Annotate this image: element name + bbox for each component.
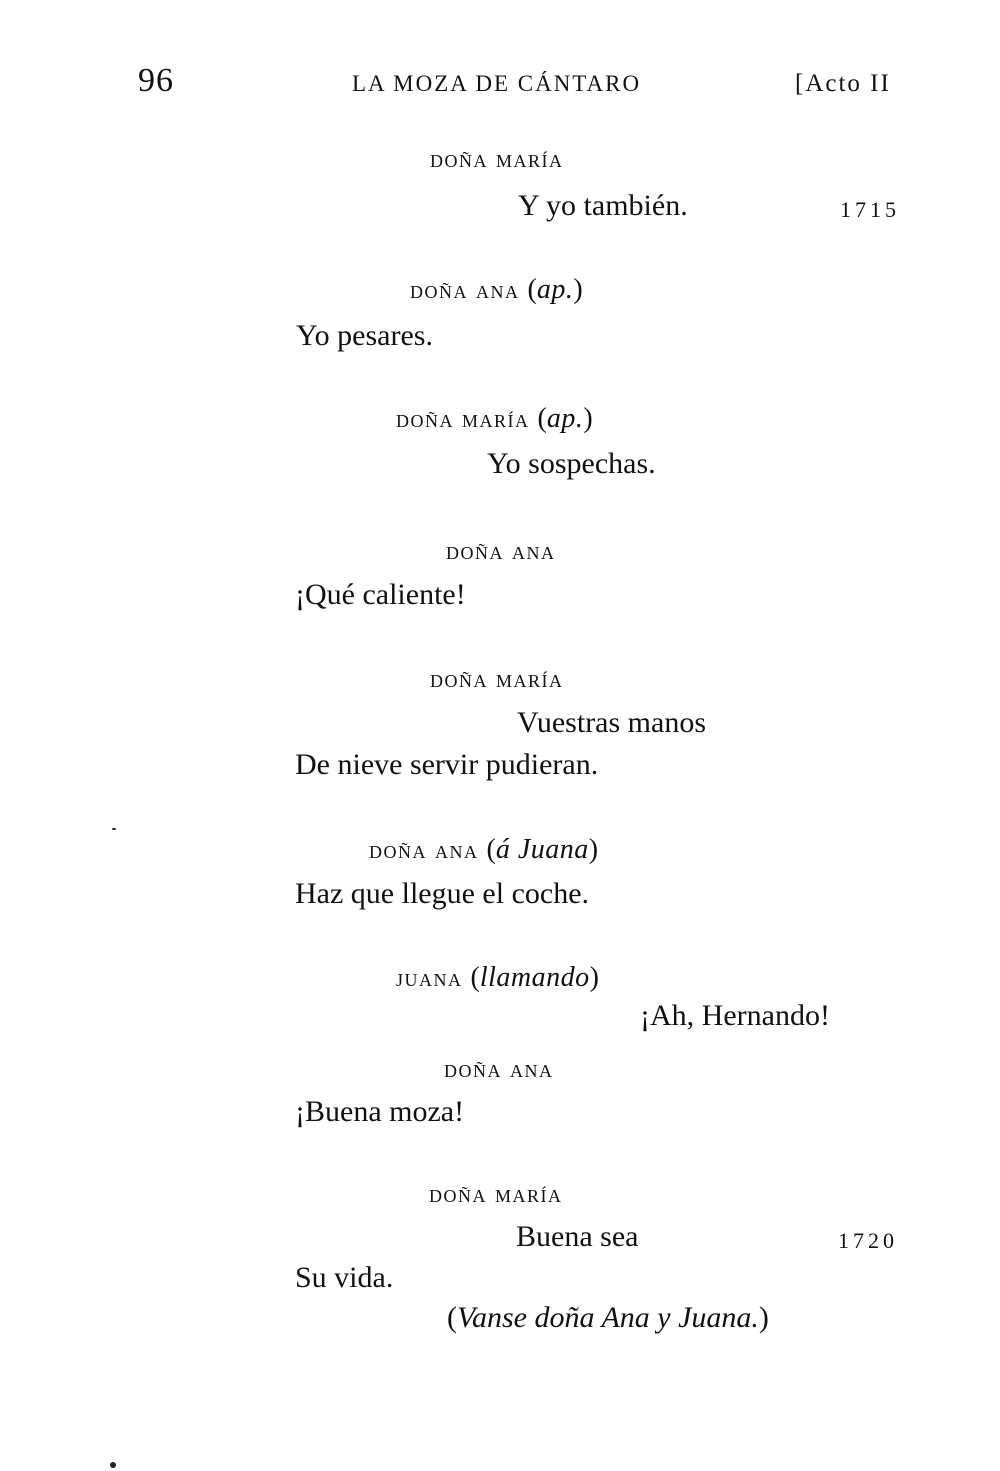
line-number: 1720 <box>838 1228 898 1253</box>
stage-aside: llamando <box>479 962 590 993</box>
running-title: LA MOZA DE CÁNTARO <box>352 71 642 96</box>
speaker-name: doña ana <box>410 275 520 304</box>
speaker-label <box>396 405 593 433</box>
verse-line: Yo sospechas. <box>487 447 656 480</box>
verse-line: ¡Qué caliente! <box>295 578 466 611</box>
speaker-name: doña maría <box>430 664 564 693</box>
verse-line: De nieve servir pudieran. <box>295 748 599 781</box>
speaker-name: doña maría <box>429 1179 563 1208</box>
page-number: 96 <box>138 62 174 99</box>
verse-line: Vuestras manos <box>517 706 706 739</box>
speaker-name: doña maría <box>430 144 564 173</box>
stage-aside: ap. <box>546 403 584 434</box>
paren-close: ) <box>589 962 599 993</box>
speaker-label <box>429 1181 563 1207</box>
paren-open: ( <box>486 834 496 865</box>
speaker-label <box>396 964 599 992</box>
stage-direction-text: Vanse doña Ana y Juana. <box>457 1301 759 1334</box>
speaker-label <box>369 836 598 864</box>
verse-line: Y yo también. <box>518 189 688 222</box>
paren-close: ) <box>588 834 599 865</box>
verse-line: ¡Buena moza! <box>295 1095 465 1128</box>
speaker-name: doña maría <box>396 404 530 433</box>
speaker-label <box>444 1056 554 1082</box>
scan-speck <box>110 1462 116 1468</box>
stage-direction <box>447 1303 769 1333</box>
scan-speck <box>112 828 116 830</box>
paren-open: ( <box>470 962 480 993</box>
verse-line: ¡Ah, Hernando! <box>640 999 830 1032</box>
speaker-name: doña ana <box>444 1054 554 1083</box>
paren-close: ) <box>573 274 583 305</box>
speaker-label <box>410 276 583 304</box>
speaker-name: juana <box>396 963 463 992</box>
verse-line: Su vida. <box>295 1261 394 1294</box>
speaker-name: doña ana <box>446 536 556 565</box>
verse-line: Haz que llegue el coche. <box>295 877 590 910</box>
paren-open: ( <box>527 274 537 305</box>
paren-close: ) <box>583 403 593 434</box>
speaker-label <box>446 538 556 564</box>
speaker-name: doña ana <box>369 835 479 864</box>
speaker-label <box>430 146 564 172</box>
speaker-label <box>430 666 564 692</box>
line-number: 1715 <box>840 197 900 222</box>
paren-close: ) <box>758 1301 769 1334</box>
stage-aside: á Juana <box>495 834 589 865</box>
stage-aside: ap. <box>536 274 574 305</box>
paren-open: ( <box>447 1301 457 1334</box>
act-label: [Acto II <box>795 70 891 97</box>
paren-open: ( <box>537 403 547 434</box>
verse-line: Buena sea <box>516 1220 639 1253</box>
verse-line: Yo pesares. <box>296 319 433 352</box>
